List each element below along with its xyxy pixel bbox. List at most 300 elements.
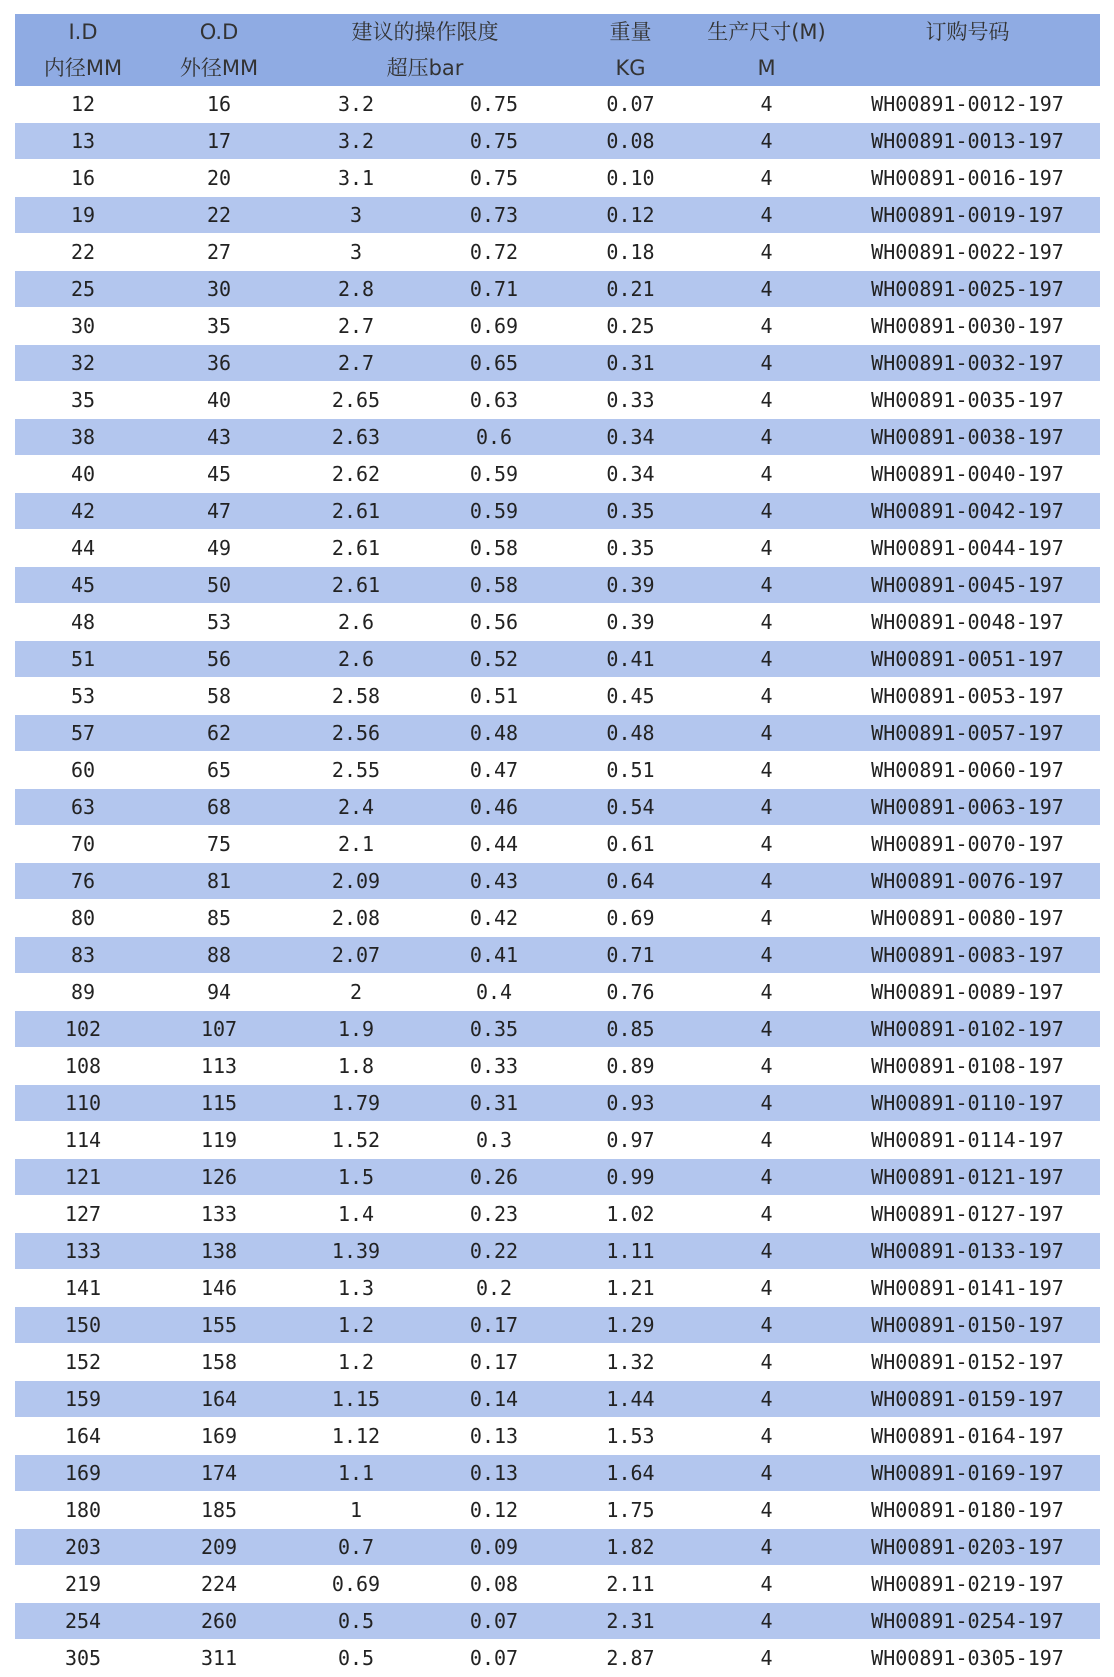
cell-length: 4 (698, 1603, 835, 1640)
table-row (15, 1307, 1100, 1344)
header-size-unit: M (698, 50, 835, 86)
cell-inner-diameter: 42 (15, 493, 151, 530)
cell-pressure: 1.12 (287, 1418, 425, 1455)
cell-outer-diameter: 50 (151, 567, 287, 604)
cell-outer-diameter: 68 (151, 789, 287, 826)
cell-pressure: 2.7 (287, 345, 425, 382)
table-row (15, 160, 1100, 197)
cell-weight: 0.10 (563, 160, 698, 197)
cell-outer-diameter: 47 (151, 493, 287, 530)
cell-vacuum: 0.23 (425, 1196, 563, 1233)
cell-vacuum: 0.58 (425, 530, 563, 567)
cell-length: 4 (698, 641, 835, 678)
cell-inner-diameter: 219 (15, 1566, 151, 1603)
cell-length: 4 (698, 1011, 835, 1048)
cell-vacuum: 0.48 (425, 715, 563, 752)
cell-pressure: 1.15 (287, 1381, 425, 1418)
cell-vacuum: 0.69 (425, 308, 563, 345)
cell-weight: 2.31 (563, 1603, 698, 1640)
cell-order-number: WH00891-0180-197 (835, 1492, 1100, 1529)
cell-outer-diameter: 94 (151, 974, 287, 1011)
cell-order-number: WH00891-0051-197 (835, 641, 1100, 678)
cell-weight: 1.02 (563, 1196, 698, 1233)
cell-outer-diameter: 17 (151, 123, 287, 160)
cell-weight: 0.93 (563, 1085, 698, 1122)
cell-weight: 0.76 (563, 974, 698, 1011)
cell-order-number: WH00891-0060-197 (835, 752, 1100, 789)
cell-inner-diameter: 159 (15, 1381, 151, 1418)
cell-inner-diameter: 44 (15, 530, 151, 567)
cell-vacuum: 0.52 (425, 641, 563, 678)
cell-vacuum: 0.22 (425, 1233, 563, 1270)
table-row (15, 493, 1100, 530)
cell-weight: 0.61 (563, 826, 698, 863)
cell-outer-diameter: 27 (151, 234, 287, 271)
cell-pressure: 1.39 (287, 1233, 425, 1270)
cell-length: 4 (698, 1344, 835, 1381)
cell-outer-diameter: 53 (151, 604, 287, 641)
cell-length: 4 (698, 1566, 835, 1603)
table-row (15, 271, 1100, 308)
table-row (15, 1381, 1100, 1418)
cell-order-number: WH00891-0114-197 (835, 1122, 1100, 1159)
cell-length: 4 (698, 1085, 835, 1122)
cell-outer-diameter: 311 (151, 1640, 287, 1677)
table-row (15, 1011, 1100, 1048)
cell-outer-diameter: 62 (151, 715, 287, 752)
cell-inner-diameter: 35 (15, 382, 151, 419)
cell-outer-diameter: 185 (151, 1492, 287, 1529)
cell-order-number: WH00891-0254-197 (835, 1603, 1100, 1640)
cell-weight: 1.11 (563, 1233, 698, 1270)
cell-inner-diameter: 22 (15, 234, 151, 271)
cell-pressure: 0.7 (287, 1529, 425, 1566)
table-row (15, 826, 1100, 863)
cell-length: 4 (698, 160, 835, 197)
cell-pressure: 2.8 (287, 271, 425, 308)
cell-pressure: 2.4 (287, 789, 425, 826)
cell-order-number: WH00891-0019-197 (835, 197, 1100, 234)
table-row (15, 308, 1100, 345)
cell-inner-diameter: 141 (15, 1270, 151, 1307)
cell-length: 4 (698, 974, 835, 1011)
cell-length: 4 (698, 1196, 835, 1233)
cell-weight: 0.99 (563, 1159, 698, 1196)
cell-length: 4 (698, 530, 835, 567)
cell-vacuum: 0.09 (425, 1529, 563, 1566)
cell-pressure: 2.7 (287, 308, 425, 345)
table-row (15, 1492, 1100, 1529)
cell-inner-diameter: 16 (15, 160, 151, 197)
cell-weight: 1.53 (563, 1418, 698, 1455)
cell-pressure: 1.79 (287, 1085, 425, 1122)
table-row (15, 715, 1100, 752)
cell-vacuum: 0.14 (425, 1381, 563, 1418)
cell-weight: 0.39 (563, 604, 698, 641)
cell-inner-diameter: 19 (15, 197, 151, 234)
table-row (15, 345, 1100, 382)
cell-inner-diameter: 63 (15, 789, 151, 826)
cell-order-number: WH00891-0089-197 (835, 974, 1100, 1011)
cell-inner-diameter: 60 (15, 752, 151, 789)
cell-vacuum: 0.73 (425, 197, 563, 234)
cell-weight: 0.34 (563, 419, 698, 456)
table-row (15, 1196, 1100, 1233)
cell-order-number: WH00891-0042-197 (835, 493, 1100, 530)
cell-weight: 0.89 (563, 1048, 698, 1085)
cell-pressure: 2.07 (287, 937, 425, 974)
cell-weight: 0.71 (563, 937, 698, 974)
cell-weight: 0.35 (563, 530, 698, 567)
cell-pressure: 2.08 (287, 900, 425, 937)
cell-pressure: 1 (287, 1492, 425, 1529)
table-row (15, 752, 1100, 789)
table-row (15, 197, 1100, 234)
header-inner-diameter-mm: 内径MM (15, 50, 151, 86)
cell-order-number: WH00891-0108-197 (835, 1048, 1100, 1085)
cell-vacuum: 0.72 (425, 234, 563, 271)
cell-pressure: 2.6 (287, 641, 425, 678)
cell-weight: 0.39 (563, 567, 698, 604)
cell-length: 4 (698, 493, 835, 530)
cell-weight: 1.44 (563, 1381, 698, 1418)
header-order-number: 订购号码 (835, 14, 1100, 50)
cell-weight: 1.82 (563, 1529, 698, 1566)
cell-inner-diameter: 133 (15, 1233, 151, 1270)
table-row (15, 382, 1100, 419)
cell-order-number: WH00891-0127-197 (835, 1196, 1100, 1233)
cell-pressure: 2.6 (287, 604, 425, 641)
cell-order-number: WH00891-0044-197 (835, 530, 1100, 567)
table-row (15, 1159, 1100, 1196)
cell-inner-diameter: 150 (15, 1307, 151, 1344)
table-row (15, 1085, 1100, 1122)
cell-vacuum: 0.41 (425, 937, 563, 974)
cell-outer-diameter: 88 (151, 937, 287, 974)
cell-weight: 2.87 (563, 1640, 698, 1677)
cell-inner-diameter: 80 (15, 900, 151, 937)
cell-vacuum: 0.75 (425, 86, 563, 123)
cell-outer-diameter: 260 (151, 1603, 287, 1640)
cell-length: 4 (698, 1418, 835, 1455)
cell-vacuum: 0.31 (425, 1085, 563, 1122)
table-row (15, 530, 1100, 567)
cell-inner-diameter: 83 (15, 937, 151, 974)
cell-length: 4 (698, 1159, 835, 1196)
cell-pressure: 1.2 (287, 1307, 425, 1344)
header-od: O.D (151, 14, 287, 50)
cell-vacuum: 0.13 (425, 1418, 563, 1455)
cell-vacuum: 0.56 (425, 604, 563, 641)
cell-outer-diameter: 158 (151, 1344, 287, 1381)
cell-pressure: 0.5 (287, 1640, 425, 1677)
cell-weight: 0.85 (563, 1011, 698, 1048)
cell-pressure: 1.9 (287, 1011, 425, 1048)
cell-order-number: WH00891-0219-197 (835, 1566, 1100, 1603)
cell-weight: 0.35 (563, 493, 698, 530)
cell-vacuum: 0.08 (425, 1566, 563, 1603)
cell-outer-diameter: 169 (151, 1418, 287, 1455)
cell-vacuum: 0.46 (425, 789, 563, 826)
cell-length: 4 (698, 900, 835, 937)
cell-weight: 0.97 (563, 1122, 698, 1159)
table-row (15, 604, 1100, 641)
header-weight-unit: KG (563, 50, 698, 86)
cell-length: 4 (698, 789, 835, 826)
table-row (15, 974, 1100, 1011)
cell-outer-diameter: 113 (151, 1048, 287, 1085)
cell-vacuum: 0.51 (425, 678, 563, 715)
cell-order-number: WH00891-0070-197 (835, 826, 1100, 863)
cell-vacuum: 0.3 (425, 1122, 563, 1159)
cell-outer-diameter: 16 (151, 86, 287, 123)
cell-vacuum: 0.13 (425, 1455, 563, 1492)
cell-inner-diameter: 127 (15, 1196, 151, 1233)
cell-weight: 0.08 (563, 123, 698, 160)
cell-order-number: WH00891-0080-197 (835, 900, 1100, 937)
cell-weight: 0.25 (563, 308, 698, 345)
cell-vacuum: 0.75 (425, 160, 563, 197)
cell-inner-diameter: 108 (15, 1048, 151, 1085)
cell-pressure: 3.1 (287, 160, 425, 197)
table-row (15, 900, 1100, 937)
cell-weight: 1.29 (563, 1307, 698, 1344)
cell-weight: 1.64 (563, 1455, 698, 1492)
cell-length: 4 (698, 1381, 835, 1418)
cell-vacuum: 0.2 (425, 1270, 563, 1307)
cell-outer-diameter: 85 (151, 900, 287, 937)
cell-pressure: 2.63 (287, 419, 425, 456)
cell-inner-diameter: 114 (15, 1122, 151, 1159)
cell-length: 4 (698, 1270, 835, 1307)
cell-vacuum: 0.63 (425, 382, 563, 419)
cell-vacuum: 0.59 (425, 456, 563, 493)
cell-outer-diameter: 224 (151, 1566, 287, 1603)
cell-inner-diameter: 53 (15, 678, 151, 715)
cell-inner-diameter: 30 (15, 308, 151, 345)
cell-order-number: WH00891-0013-197 (835, 123, 1100, 160)
cell-pressure: 3.2 (287, 86, 425, 123)
cell-vacuum: 0.59 (425, 493, 563, 530)
cell-pressure: 2.61 (287, 493, 425, 530)
cell-length: 4 (698, 271, 835, 308)
cell-inner-diameter: 38 (15, 419, 151, 456)
cell-vacuum: 0.42 (425, 900, 563, 937)
cell-pressure: 1.8 (287, 1048, 425, 1085)
cell-outer-diameter: 40 (151, 382, 287, 419)
table-row (15, 456, 1100, 493)
cell-pressure: 1.1 (287, 1455, 425, 1492)
cell-length: 4 (698, 1048, 835, 1085)
cell-length: 4 (698, 86, 835, 123)
cell-length: 4 (698, 1307, 835, 1344)
cell-pressure: 2.65 (287, 382, 425, 419)
cell-order-number: WH00891-0305-197 (835, 1640, 1100, 1677)
cell-inner-diameter: 254 (15, 1603, 151, 1640)
cell-outer-diameter: 20 (151, 160, 287, 197)
cell-order-number: WH00891-0048-197 (835, 604, 1100, 641)
cell-length: 4 (698, 826, 835, 863)
cell-pressure: 2.61 (287, 530, 425, 567)
table-row (15, 789, 1100, 826)
cell-length: 4 (698, 456, 835, 493)
cell-inner-diameter: 32 (15, 345, 151, 382)
cell-pressure: 2.55 (287, 752, 425, 789)
cell-pressure: 1.4 (287, 1196, 425, 1233)
table-row (15, 678, 1100, 715)
cell-pressure: 2.56 (287, 715, 425, 752)
cell-length: 4 (698, 123, 835, 160)
cell-weight: 0.69 (563, 900, 698, 937)
header-outer-diameter-mm: 外径MM (151, 50, 287, 86)
cell-inner-diameter: 25 (15, 271, 151, 308)
cell-weight: 0.41 (563, 641, 698, 678)
cell-inner-diameter: 102 (15, 1011, 151, 1048)
cell-length: 4 (698, 234, 835, 271)
cell-weight: 1.32 (563, 1344, 698, 1381)
cell-outer-diameter: 81 (151, 863, 287, 900)
cell-inner-diameter: 110 (15, 1085, 151, 1122)
cell-pressure: 2.09 (287, 863, 425, 900)
table-row (15, 1418, 1100, 1455)
cell-length: 4 (698, 567, 835, 604)
cell-outer-diameter: 58 (151, 678, 287, 715)
cell-vacuum: 0.4 (425, 974, 563, 1011)
cell-inner-diameter: 13 (15, 123, 151, 160)
cell-length: 4 (698, 382, 835, 419)
cell-order-number: WH00891-0032-197 (835, 345, 1100, 382)
cell-outer-diameter: 138 (151, 1233, 287, 1270)
cell-length: 4 (698, 863, 835, 900)
cell-outer-diameter: 119 (151, 1122, 287, 1159)
cell-outer-diameter: 30 (151, 271, 287, 308)
cell-pressure: 3 (287, 197, 425, 234)
cell-inner-diameter: 164 (15, 1418, 151, 1455)
table-row (15, 1344, 1100, 1381)
cell-length: 4 (698, 752, 835, 789)
cell-length: 4 (698, 937, 835, 974)
cell-vacuum: 0.44 (425, 826, 563, 863)
cell-inner-diameter: 57 (15, 715, 151, 752)
cell-order-number: WH00891-0150-197 (835, 1307, 1100, 1344)
cell-inner-diameter: 203 (15, 1529, 151, 1566)
table-row (15, 234, 1100, 271)
cell-order-number: WH00891-0164-197 (835, 1418, 1100, 1455)
cell-order-number: WH00891-0022-197 (835, 234, 1100, 271)
cell-order-number: WH00891-0030-197 (835, 308, 1100, 345)
cell-vacuum: 0.71 (425, 271, 563, 308)
cell-weight: 0.45 (563, 678, 698, 715)
cell-weight: 0.54 (563, 789, 698, 826)
cell-length: 4 (698, 197, 835, 234)
cell-weight: 0.48 (563, 715, 698, 752)
cell-outer-diameter: 164 (151, 1381, 287, 1418)
cell-order-number: WH00891-0159-197 (835, 1381, 1100, 1418)
header-row-2 (15, 50, 1100, 86)
cell-pressure: 2.61 (287, 567, 425, 604)
cell-inner-diameter: 70 (15, 826, 151, 863)
cell-vacuum: 0.58 (425, 567, 563, 604)
cell-vacuum: 0.07 (425, 1603, 563, 1640)
cell-order-number: WH00891-0121-197 (835, 1159, 1100, 1196)
cell-inner-diameter: 76 (15, 863, 151, 900)
table-row (15, 1603, 1100, 1640)
cell-pressure: 1.5 (287, 1159, 425, 1196)
cell-inner-diameter: 12 (15, 86, 151, 123)
cell-order-number: WH00891-0040-197 (835, 456, 1100, 493)
cell-vacuum: 0.17 (425, 1307, 563, 1344)
cell-outer-diameter: 209 (151, 1529, 287, 1566)
cell-weight: 0.51 (563, 752, 698, 789)
cell-weight: 0.34 (563, 456, 698, 493)
spec-table (15, 14, 1100, 1677)
cell-pressure: 0.5 (287, 1603, 425, 1640)
cell-inner-diameter: 40 (15, 456, 151, 493)
cell-outer-diameter: 45 (151, 456, 287, 493)
cell-length: 4 (698, 1492, 835, 1529)
cell-length: 4 (698, 308, 835, 345)
cell-order-number: WH00891-0076-197 (835, 863, 1100, 900)
cell-vacuum: 0.47 (425, 752, 563, 789)
cell-inner-diameter: 169 (15, 1455, 151, 1492)
header-operating-limit: 建议的操作限度 (287, 14, 563, 50)
cell-order-number: WH00891-0169-197 (835, 1455, 1100, 1492)
cell-vacuum: 0.12 (425, 1492, 563, 1529)
cell-outer-diameter: 35 (151, 308, 287, 345)
table-row (15, 1233, 1100, 1270)
cell-vacuum: 0.65 (425, 345, 563, 382)
table-row (15, 1270, 1100, 1307)
cell-inner-diameter: 48 (15, 604, 151, 641)
cell-length: 4 (698, 1122, 835, 1159)
cell-order-number: WH00891-0063-197 (835, 789, 1100, 826)
cell-vacuum: 0.43 (425, 863, 563, 900)
cell-weight: 0.12 (563, 197, 698, 234)
header-overpressure-bar: 超压bar (287, 50, 563, 86)
cell-vacuum: 0.33 (425, 1048, 563, 1085)
cell-weight: 0.31 (563, 345, 698, 382)
cell-order-number: WH00891-0012-197 (835, 86, 1100, 123)
cell-outer-diameter: 133 (151, 1196, 287, 1233)
cell-pressure: 1.2 (287, 1344, 425, 1381)
header-id: I.D (15, 14, 151, 50)
cell-pressure: 3.2 (287, 123, 425, 160)
cell-length: 4 (698, 419, 835, 456)
cell-order-number: WH00891-0035-197 (835, 382, 1100, 419)
cell-order-number: WH00891-0038-197 (835, 419, 1100, 456)
cell-length: 4 (698, 1640, 835, 1677)
cell-length: 4 (698, 345, 835, 382)
cell-order-number: WH00891-0203-197 (835, 1529, 1100, 1566)
cell-outer-diameter: 107 (151, 1011, 287, 1048)
table-body (15, 86, 1100, 1677)
cell-weight: 2.11 (563, 1566, 698, 1603)
cell-pressure: 1.52 (287, 1122, 425, 1159)
cell-inner-diameter: 180 (15, 1492, 151, 1529)
cell-outer-diameter: 146 (151, 1270, 287, 1307)
cell-order-number: WH00891-0133-197 (835, 1233, 1100, 1270)
cell-length: 4 (698, 715, 835, 752)
cell-outer-diameter: 36 (151, 345, 287, 382)
cell-vacuum: 0.35 (425, 1011, 563, 1048)
cell-outer-diameter: 126 (151, 1159, 287, 1196)
cell-weight: 0.21 (563, 271, 698, 308)
cell-outer-diameter: 22 (151, 197, 287, 234)
cell-pressure: 2.1 (287, 826, 425, 863)
cell-order-number: WH00891-0025-197 (835, 271, 1100, 308)
cell-order-number: WH00891-0110-197 (835, 1085, 1100, 1122)
cell-outer-diameter: 174 (151, 1455, 287, 1492)
